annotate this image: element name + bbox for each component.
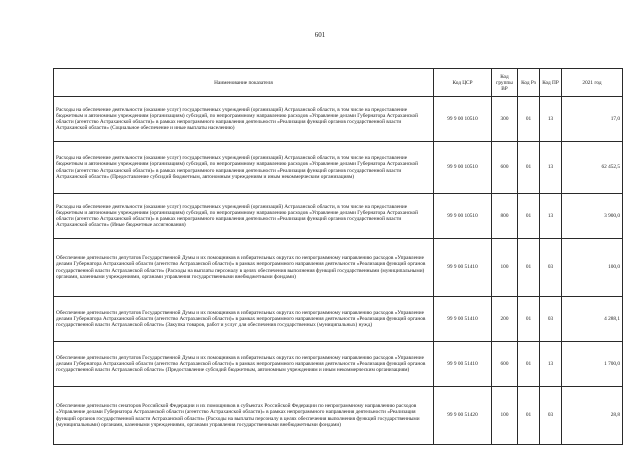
row-pr-code: 03 [540,239,562,297]
table-row [54,387,623,445]
table-header [54,69,623,97]
row-vr-code: 600 [492,142,518,194]
row-rz-code: 01 [518,342,540,387]
row-csr-code: 99 9 00 51410 [434,297,492,342]
row-description: Обеспечение деятельности депутатов Государственной Думы и их помощников в избирательных округах по непрограммному направлению расходов «Управление делами Губернатора Астраханской области (агентство Астраханской области)» в рамках непрограммного направления деятельности «Реализация функций органов государственной власти Астраханской области» (Расходы на выплаты персоналу в целях обеспечения выполнения функций государственными (муниципальными) органами, казенными учреждениями, органами управления государственными внебюджетными фондами) [54,239,434,297]
budget-table [53,68,623,445]
row-amount: 4 288,1 [562,297,623,342]
table-body [54,97,623,445]
row-description: Расходы на обеспечение деятельности (оказание услуг) государственных учреждений (организаций) Астраханской области, в том числе на предоставление бюджетным и автономным учреждениям (организациям) субсидий, по непрограммному направлению расходов «Управление делами Губернатора Астраханской области (агентство Астраханской области)» в рамках непрограммного направления деятельности «Реализация функций органов государственной власти Астраханской области» (Иные бюджетные ассигнования) [54,194,434,239]
header-pr: Код ПР [540,69,562,97]
table-row [54,297,623,342]
header-year: 2021 год [562,69,623,97]
row-rz-code: 01 [518,297,540,342]
row-amount: 17,0 [562,97,623,142]
row-amount: 100,0 [562,239,623,297]
row-vr-code: 100 [492,239,518,297]
row-csr-code: 99 9 00 51420 [434,387,492,445]
header-rz: Код Рз [518,69,540,97]
header-csr: Код ЦСР [434,69,492,97]
row-pr-code: 13 [540,194,562,239]
table-row [54,142,623,194]
header-row [54,69,623,97]
row-pr-code: 13 [540,97,562,142]
row-vr-code: 300 [492,97,518,142]
row-csr-code: 99 9 00 10510 [434,97,492,142]
header-name: Наименование показателя [54,69,434,97]
row-vr-code: 100 [492,387,518,445]
row-csr-code: 99 9 00 10510 [434,194,492,239]
page-number: 601 [314,31,326,39]
row-rz-code: 01 [518,97,540,142]
row-vr-code: 200 [492,297,518,342]
row-csr-code: 99 9 00 51410 [434,342,492,387]
row-description: Обеспечение деятельности сенаторов Российской Федерации и их помощников в субъектах Российской Федерации по непрограммному направлению расходов «Управление делами Губернатора Астраханской области (агентство Астраханской области)» в рамках непрограммного направления деятельности «Реализация функций органов государственной власти Астраханской области» (Расходы на выплаты персоналу в целях обеспечения выполнения функций государственными (муниципальными) органами, казенными учреждениями, органами управления государственными внебюджетными фондами) [54,387,434,445]
row-rz-code: 01 [518,142,540,194]
row-description: Обеспечение деятельности депутатов Государственной Думы и их помощников в избирательных округах по непрограммному направлению расходов «Управление делами Губернатора Астраханской области (агентство Астраханской области)» в рамках непрограммного направления деятельности «Реализация функций органов государственной власти Астраханской области» (Закупка товаров, работ и услуг для обеспечения государственных (муниципальных) нужд) [54,297,434,342]
row-amount: 1 700,0 [562,342,623,387]
row-vr-code: 600 [492,342,518,387]
row-description: Обеспечение деятельности депутатов Государственной Думы и их помощников в избирательных округах по непрограммному направлению расходов «Управление делами Губернатора Астраханской области (агентство Астраханской области)» в рамках непрограммного направления деятельности «Реализация функций органов государственной власти Астраханской области» (Предоставление субсидий бюджетным, автономным учреждениям и иным некоммерческим организациям) [54,342,434,387]
row-rz-code: 01 [518,194,540,239]
row-pr-code: 13 [540,142,562,194]
row-amount: 3 900,0 [562,194,623,239]
row-amount: 28,8 [562,387,623,445]
row-pr-code: 03 [540,297,562,342]
table-row [54,342,623,387]
row-pr-code: 03 [540,387,562,445]
row-rz-code: 01 [518,387,540,445]
row-description: Расходы на обеспечение деятельности (оказание услуг) государственных учреждений (организаций) Астраханской области, в том числе на предоставление бюджетным и автономным учреждениям (организациям) субсидий, по непрограммному направлению расходов «Управление делами Губернатора Астраханской области (агентство Астраханской области)» в рамках непрограммного направления деятельности «Реализация функций органов государственной власти Астраханской области» (Предоставление субсидий бюджетным, автономным учреждениям и иным некоммерческим организациям) [54,142,434,194]
row-description: Расходы на обеспечение деятельности (оказание услуг) государственных учреждений (организаций) Астраханской области, в том числе на предоставление бюджетным и автономным учреждениям (организациям) субсидий, по непрограммному направлению расходов «Управление делами Губернатора Астраханской области (агентство Астраханской области)» в рамках непрограммного направления деятельности «Реализация функций органов государственной власти Астраханской области» (Социальное обеспечение и иные выплаты населению) [54,97,434,142]
table-row [54,97,623,142]
table-row [54,239,623,297]
table-row [54,194,623,239]
row-csr-code: 99 9 00 10510 [434,142,492,194]
row-rz-code: 01 [518,239,540,297]
row-csr-code: 99 9 00 51410 [434,239,492,297]
row-vr-code: 800 [492,194,518,239]
row-amount: 62 452,5 [562,142,623,194]
row-pr-code: 13 [540,342,562,387]
header-vr: Код группы ВР [492,69,518,97]
